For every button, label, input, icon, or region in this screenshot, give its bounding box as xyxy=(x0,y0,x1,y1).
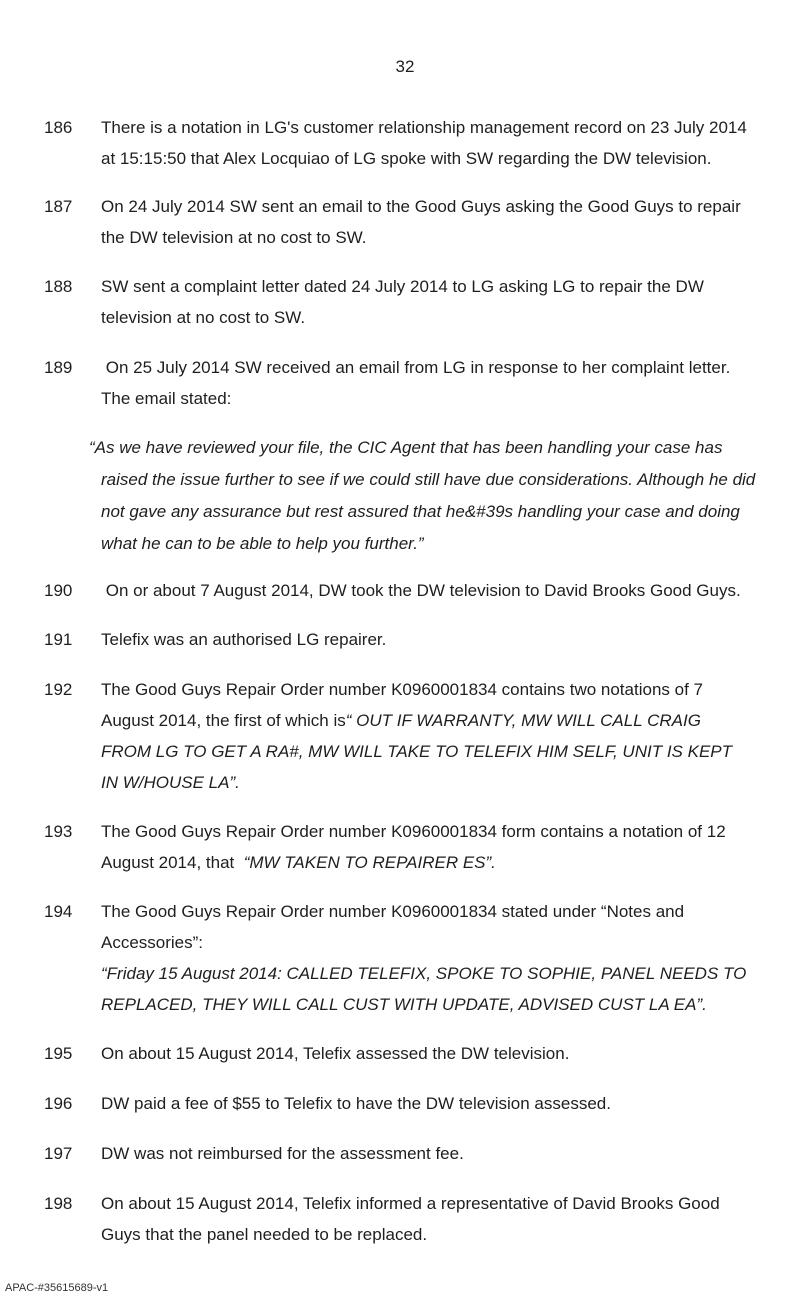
text-line: SW sent a complaint letter dated 24 July 2014 to LG asking LG to repair the DW xyxy=(101,277,704,296)
text-line: the DW television at no cost to SW. xyxy=(101,228,367,247)
text-line: The email stated: xyxy=(101,389,232,408)
text-line: On 24 July 2014 SW sent an email to the Good Guys asking the Good Guys to repair xyxy=(101,197,741,216)
quoted-notation-line: FROM LG TO GET A RA#, MW WILL TAKE TO TELEFIX HIM SELF, UNIT IS KEPT xyxy=(101,742,733,761)
text-line: television at no cost to SW. xyxy=(101,308,306,327)
paragraph-text xyxy=(101,624,791,655)
text-line: The Good Guys Repair Order number K0960001834 form contains a notation of 12 xyxy=(101,822,726,841)
paragraph-number: 189 xyxy=(44,358,73,377)
text-line: Guys that the panel needed to be replaced. xyxy=(101,1225,428,1244)
text-segment: August 2014, the first of which is xyxy=(101,711,346,730)
text-line: The Good Guys Repair Order number K0960001834 contains two notations of 7 xyxy=(101,680,703,699)
paragraph-text xyxy=(101,1088,791,1119)
text-line: DW was not reimbursed for the assessment fee. xyxy=(101,1144,464,1163)
paragraph-number: 195 xyxy=(44,1044,73,1063)
quote-line: “As we have reviewed your file, the CIC Agent that has been handling your case has xyxy=(89,438,723,457)
paragraph-text xyxy=(101,674,791,798)
paragraph-number: 194 xyxy=(44,902,73,921)
paragraph-text xyxy=(101,271,791,333)
paragraph-text xyxy=(101,352,791,414)
paragraph-text xyxy=(101,816,791,878)
paragraph-text xyxy=(101,1138,791,1169)
text-line: There is a notation in LG's customer relationship management record on 23 July 2014 xyxy=(101,118,747,137)
text-line: at 15:15:50 that Alex Locquiao of LG spoke with SW regarding the DW television. xyxy=(101,149,712,168)
text-line: On or about 7 August 2014, DW took the DW television to David Brooks Good Guys. xyxy=(101,581,741,600)
paragraph-text xyxy=(101,112,791,174)
quote-line: what he can to be able to help you further.” xyxy=(101,534,424,553)
quoted-notation-line: REPLACED, THEY WILL CALL CUST WITH UPDATE, ADVISED CUST LA EA”. xyxy=(101,995,707,1014)
text-line: On about 15 August 2014, Telefix informed a representative of David Brooks Good xyxy=(101,1194,720,1213)
paragraph-number: 187 xyxy=(44,197,73,216)
paragraph-number: 190 xyxy=(44,581,73,600)
paragraph-number: 198 xyxy=(44,1194,73,1213)
quoted-notation-line: IN W/HOUSE LA”. xyxy=(101,773,240,792)
paragraph-number: 197 xyxy=(44,1144,73,1163)
paragraph-number: 192 xyxy=(44,680,73,699)
quoted-notation: “ OUT IF WARRANTY, MW WILL CALL CRAIG xyxy=(345,711,701,730)
text-line: On about 15 August 2014, Telefix assessed the DW television. xyxy=(101,1044,570,1063)
quote-line: not gave any assurance but rest assured that he&#39s handling your case and doing xyxy=(101,502,740,521)
text-segment: August 2014, that xyxy=(101,853,244,872)
paragraph-number: 196 xyxy=(44,1094,73,1113)
page-number: 32 xyxy=(395,57,415,76)
block-quote xyxy=(89,432,789,560)
paragraph-number: 193 xyxy=(44,822,73,841)
quote-line: raised the issue further to see if we could still have due considerations. Although he did xyxy=(101,470,756,489)
paragraph-number: 191 xyxy=(44,630,73,649)
text-line: On 25 July 2014 SW received an email from LG in response to her complaint letter. xyxy=(101,358,731,377)
paragraph-text xyxy=(101,896,791,1020)
paragraph-text xyxy=(101,575,791,606)
text-line: Accessories”: xyxy=(101,933,204,952)
text-line xyxy=(101,847,791,878)
text-line: DW paid a fee of $55 to Telefix to have the DW television assessed. xyxy=(101,1094,611,1113)
paragraph-text xyxy=(101,1188,791,1250)
document-reference-footer: APAC-#35615689-v1 xyxy=(5,1282,109,1294)
paragraph-number: 186 xyxy=(44,118,73,137)
paragraph-text xyxy=(101,1038,791,1069)
paragraph-text xyxy=(101,191,791,253)
paragraph-number: 188 xyxy=(44,277,73,296)
text-line: Telefix was an authorised LG repairer. xyxy=(101,630,387,649)
quoted-notation-line: “Friday 15 August 2014: CALLED TELEFIX, SPOKE TO SOPHIE, PANEL NEEDS TO xyxy=(101,964,747,983)
quoted-notation: “MW TAKEN TO REPAIRER ES”. xyxy=(243,853,496,872)
text-line xyxy=(101,705,791,736)
text-line: The Good Guys Repair Order number K0960001834 stated under “Notes and xyxy=(101,902,685,921)
